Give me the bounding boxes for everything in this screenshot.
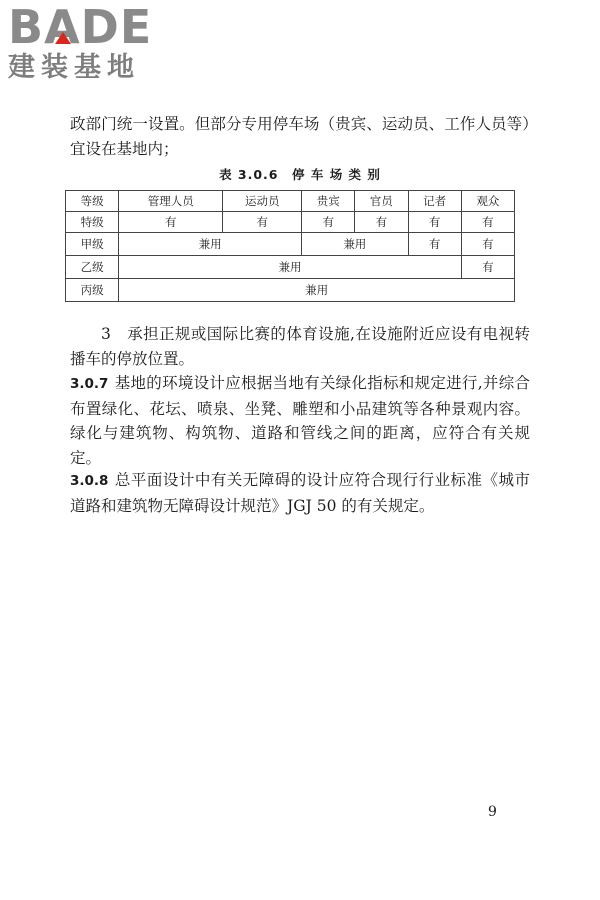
table-cell: 乙级 [66, 256, 119, 279]
table-header-row [66, 191, 515, 212]
table-row-bing [66, 279, 515, 302]
paragraph-item-3: 3 承担正规或国际比赛的体育设施,在设施附近应设有电视转播车的停放位置。 [70, 325, 530, 368]
table-row-tedeng [66, 212, 515, 233]
table-header-cell: 等级 [66, 191, 119, 212]
table-cell: 有 [223, 212, 302, 233]
table-cell: 有 [408, 212, 461, 233]
clause-number: 3.0.8 [70, 473, 109, 489]
table-header-cell: 记者 [408, 191, 461, 212]
table-cell: 有 [461, 233, 514, 256]
clause-3-0-8 [70, 468, 530, 518]
paragraph-continuation: 政部门统一设置。但部分专用停车场（贵宾、运动员、工作人员等）宜设在基地内； [70, 115, 530, 158]
table-row-jia [66, 233, 515, 256]
logo-wordmark [8, 0, 178, 54]
table-cell: 兼用 [119, 256, 462, 279]
clause-3-0-7 [70, 371, 530, 470]
table-header-cell: 官员 [355, 191, 408, 212]
clause-number: 3.0.7 [70, 376, 109, 392]
logo-letters: DE [80, 0, 153, 54]
clause-text: 基地的环境设计应根据当地有关绿化指标和规定进行,并综合布置绿化、花坛、喷泉、坐凳、雕塑和小品建筑等各种景观内容。绿化与建筑物、构筑物、道路和管线之间的距离，应符合有关规定。 [70, 374, 530, 467]
table-cell: 兼用 [119, 279, 515, 302]
logo-letter: B [8, 0, 45, 54]
table-header-cell: 贵宾 [302, 191, 355, 212]
table-cell: 有 [355, 212, 408, 233]
table-header-cell: 管理人员 [119, 191, 223, 212]
table-cell: 兼用 [302, 233, 408, 256]
page-number: 9 [488, 804, 497, 820]
table-cell: 有 [119, 212, 223, 233]
logo-letter-a: A [44, 0, 81, 54]
table-cell: 有 [302, 212, 355, 233]
clause-text: 总平面设计中有关无障碍的设计应符合现行行业标准《城市道路和建筑物无障碍设计规范》JGJ 50 的有关规定。 [70, 471, 530, 515]
table-header-cell: 观众 [461, 191, 514, 212]
table-cell: 有 [408, 233, 461, 256]
table-row-yi [66, 256, 515, 279]
parking-category-table [65, 190, 515, 302]
table-cell: 有 [461, 212, 514, 233]
publisher-logo [8, 0, 178, 84]
table-cell: 丙级 [66, 279, 119, 302]
table-header-cell: 运动员 [223, 191, 302, 212]
table-cell: 兼用 [119, 233, 302, 256]
table-cell: 特级 [66, 212, 119, 233]
table-cell: 甲级 [66, 233, 119, 256]
logo-chinese-name: 建装基地 [8, 52, 140, 83]
table-caption: 表 3.0.6 停 车 场 类 别 [219, 167, 381, 182]
table-cell: 有 [461, 256, 514, 279]
